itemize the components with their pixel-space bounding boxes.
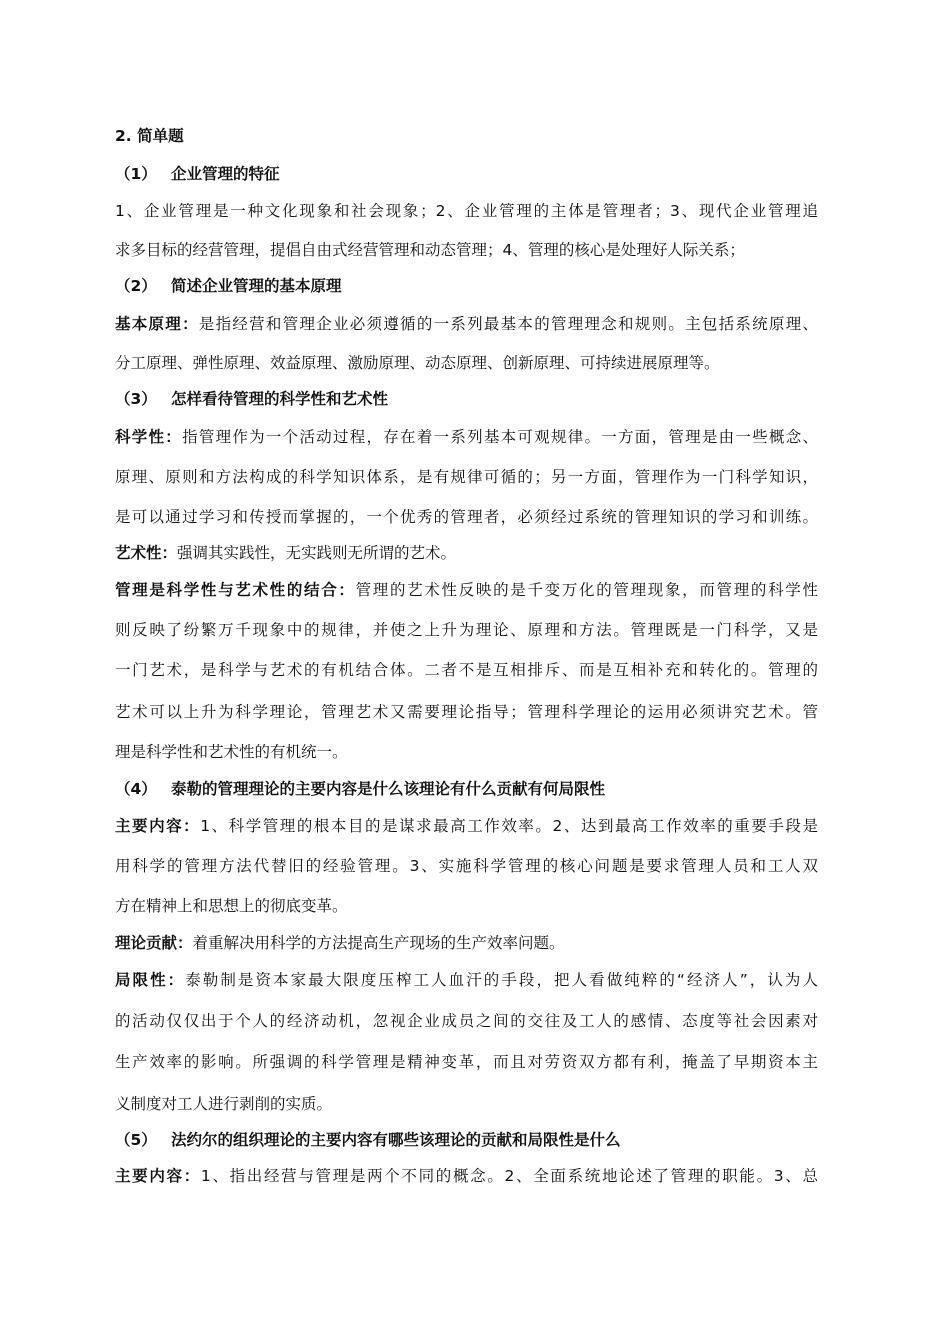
question-5-number: （5） xyxy=(115,1131,157,1149)
q3-science-line-3: 是可以通过学习和传授而掌握的，一个优秀的管理者，必须经过系统的管理知识的学习和训练。 xyxy=(115,508,818,526)
q4-limit-line-1: 局限性：泰勒制是资本家最大限度压榨工人血汗的手段，把人看做纯粹的“经济人”，认为人 xyxy=(115,971,818,989)
q2-line-1: 基本原理：是指经营和管理企业必须遵循的一系列最基本的管理理念和规则。主包括系统原理、 xyxy=(115,315,818,333)
q2-line-2: 分工原理、弹性原理、效益原理、激励原理、动态原理、创新原理、可持续进展原理等。 xyxy=(115,354,720,372)
section-title: 2. 简单题 xyxy=(115,127,184,145)
q4-content-line-2: 用科学的管理方法代替旧的经验管理。3、实施科学管理的核心问题是要求管理人员和工人双 xyxy=(115,857,818,875)
q4-content-label: 主要内容： xyxy=(115,817,201,835)
q1-line-1: 1、企业管理是一种文化现象和社会现象；2、企业管理的主体是管理者；3、现代企业管理追 xyxy=(115,202,818,220)
question-3-number: （3） xyxy=(115,390,157,408)
q3-combo-line-3: 一门艺术，是科学与艺术的有机结合体。二者不是互相排斥、而是互相补充和转化的。管理的 xyxy=(115,661,818,679)
question-4-heading xyxy=(115,779,605,799)
question-2-heading xyxy=(115,276,342,296)
question-1-heading xyxy=(115,164,280,184)
q3-combo-line-5: 理是科学性和艺术性的有机统一。 xyxy=(115,743,348,761)
q3-science-line-1: 科学性：指管理作为一个活动过程，存在着一系列基本可观规律。一方面，管理是由一些概念、 xyxy=(115,428,818,446)
question-3-title: 怎样看待管理的科学性和艺术性 xyxy=(171,390,389,408)
q1-line-2: 求多目标的经营管理，提倡自由式经营管理和动态管理；4、管理的核心是处理好人际关系； xyxy=(115,241,745,259)
q4-content-line-1: 主要内容：1、科学管理的根本目的是谋求最高工作效率。2、达到最高工作效率的重要手段是 xyxy=(115,817,818,835)
q2-label: 基本原理： xyxy=(115,315,199,333)
q4-limit-line-2: 的活动仅仅出于个人的经济动机，忽视企业成员之间的交往及工人的感情、态度等社会因素对 xyxy=(115,1012,818,1030)
q4-content-line-3: 方在精神上和思想上的彻底变革。 xyxy=(115,897,348,915)
q3-art-label: 艺术性： xyxy=(115,544,178,562)
q3-combo-label: 管理是科学性与艺术性的结合： xyxy=(115,581,356,599)
question-2-number: （2） xyxy=(115,277,157,295)
q3-combo-line-2: 则反映了纷繁万千现象中的规律，并使之上升为理论、原理和方法。管理既是一门科学，又是 xyxy=(115,621,818,639)
question-1-title: 企业管理的特征 xyxy=(171,165,280,183)
question-2-title: 简述企业管理的基本原理 xyxy=(171,277,342,295)
q3-combo-line-1: 管理是科学性与艺术性的结合：管理的艺术性反映的是千变万化的管理现象，而管理的科学性 xyxy=(115,581,818,599)
q3-science-line-2: 原理、原则和方法构成的科学知识体系，是有规律可循的；另一方面，管理作为一门科学知识， xyxy=(115,468,818,486)
question-4-title: 泰勒的管理理论的主要内容是什么该理论有什么贡献有何局限性 xyxy=(171,780,606,798)
q4-limit-line-3: 生产效率的影响。所强调的科学管理是精神变革，而且对劳资双方都有利，掩盖了早期资本主 xyxy=(115,1053,818,1071)
question-4-number: （4） xyxy=(115,780,157,798)
q3-combo-line-4: 艺术可以上升为科学理论，管理艺术又需要理论指导；管理科学理论的运用必须讲究艺术。管 xyxy=(115,703,818,721)
question-5-heading xyxy=(115,1130,621,1150)
q4-limit-line-4: 义制度对工人进行剥削的实质。 xyxy=(115,1095,333,1113)
q4-contrib-line: 理论贡献：着重解决用科学的方法提高生产现场的生产效率问题。 xyxy=(115,934,565,952)
q3-art-line: 艺术性：强调其实践性，无实践则无所谓的艺术。 xyxy=(115,544,457,562)
q5-content-label: 主要内容： xyxy=(115,1167,201,1185)
q5-content-line-1: 主要内容：1、指出经营与管理是两个不同的概念。2、全面系统地论述了管理的职能。3、总 xyxy=(115,1167,818,1185)
q3-science-label: 科学性： xyxy=(115,428,183,446)
q4-limit-label: 局限性： xyxy=(115,971,186,989)
question-1-number: （1） xyxy=(115,165,157,183)
q4-contrib-label: 理论贡献： xyxy=(115,934,193,952)
question-5-title: 法约尔的组织理论的主要内容有哪些该理论的贡献和局限性是什么 xyxy=(171,1131,621,1149)
question-3-heading xyxy=(115,389,388,409)
